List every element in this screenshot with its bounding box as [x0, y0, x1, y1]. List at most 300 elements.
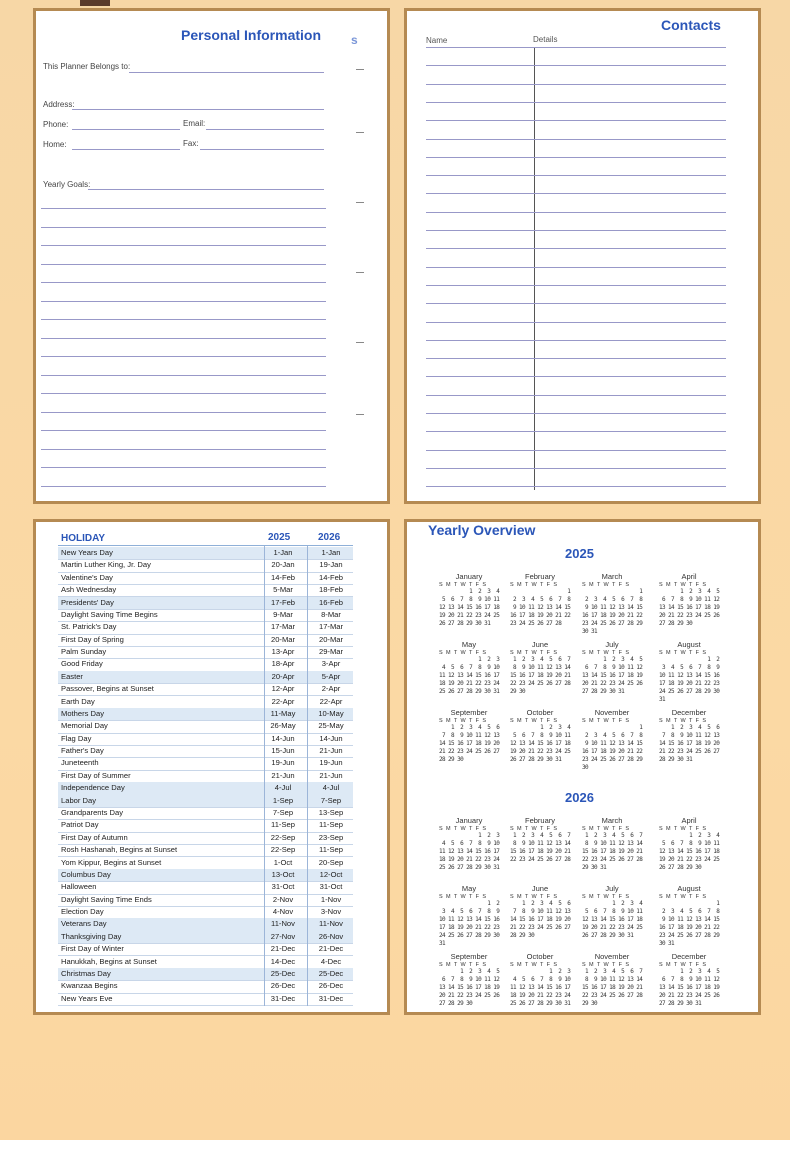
month-name: January	[455, 816, 483, 825]
weekday-header: SMTWTFS	[510, 826, 561, 832]
weekday-header: SMTWTFS	[659, 582, 710, 588]
holiday-date-2026: 13-Sep	[318, 807, 344, 817]
holiday-date-2026: 11-Sep	[319, 845, 343, 855]
holiday-row	[58, 547, 353, 560]
goal-line	[41, 356, 326, 357]
month-days: 1 2 3 4 5 6 7 8 9 10 11 12 13 14 15 16 17 18 19 20 21 22 23 24 25 26 27 28 29 30 31	[510, 968, 571, 1007]
holiday-row	[58, 857, 353, 870]
holiday-date-2025: 1-Oct	[273, 857, 293, 867]
weekday-header: SMTWTFS	[510, 962, 561, 968]
holiday-name: Independence Day	[61, 783, 125, 793]
month-name: June	[531, 640, 549, 649]
holiday-row	[58, 572, 353, 585]
holiday-name: Kwanzaa Begins	[61, 981, 118, 991]
holiday-row	[58, 844, 353, 857]
holiday-name: Halloween	[61, 882, 97, 892]
adjacent-page-fragment: s	[351, 33, 358, 47]
holiday-date-2025: 9-Mar	[273, 609, 293, 619]
holiday-name: Easter	[61, 671, 83, 681]
weekday-header: SMTWTFS	[582, 962, 633, 968]
tick-mark	[356, 414, 364, 415]
holiday-date-2025: 13-Oct	[271, 869, 295, 879]
holiday-date-2026: 1-Nov	[320, 894, 342, 904]
month-name: August	[677, 640, 701, 649]
holiday-date-2025: 4-Nov	[272, 907, 294, 917]
name-column-header: Name	[426, 36, 448, 45]
month-name: August	[677, 884, 701, 893]
weekday-header: SMTWTFS	[510, 650, 561, 656]
page-title: Personal Information	[181, 27, 322, 43]
holiday-name: Valentine's Day	[61, 572, 113, 582]
holiday-date-2026: 12-Oct	[319, 869, 343, 879]
month-days: 1 2 3 4 5 6 7 8 9 10 11 12 13 14 15 16 17 18 19 20 21 22 23 24 25 26 27 28 29 30 31	[659, 900, 720, 947]
holiday-name: Hanukkah, Begins at Sunset	[61, 956, 157, 966]
contact-line	[426, 395, 726, 396]
goal-line	[41, 375, 326, 376]
month-block	[659, 572, 729, 628]
holiday-row	[58, 634, 353, 647]
month-name: September	[450, 952, 488, 961]
holiday-date-2025: 1-Sep	[272, 795, 294, 805]
month-days: 1 2 3 4 5 6 7 8 9 10 11 12 13 14 15 16 17 18 19 20 21 22 23 24 25 26 27 28 29 30 31	[439, 900, 500, 947]
holiday-row	[58, 881, 353, 894]
holiday-date-2026: 14-Feb	[318, 572, 344, 582]
month-days: 1 2 3 4 5 6 7 8 9 10 11 12 13 14 15 16 17 18 19 20 21 22 23 24 25 26 27 28 29 30	[510, 656, 571, 695]
holiday-name: Patriot Day	[61, 820, 99, 830]
holiday-date-2026: 19-Jun	[319, 758, 343, 768]
weekday-header: SMTWTFS	[439, 582, 490, 588]
month-name: December	[671, 952, 707, 961]
holiday-date-2025: 14-Dec	[270, 956, 296, 966]
holiday-name: Memorial Day	[61, 721, 108, 731]
weekday-header: SMTWTFS	[510, 894, 561, 900]
holiday-date-2026: 11-Nov	[319, 919, 343, 929]
holiday-date-2026: 3-Nov	[320, 907, 342, 917]
weekday-header: SMTWTFS	[659, 826, 710, 832]
month-block	[582, 884, 652, 940]
month-name: November	[594, 708, 630, 717]
holiday-row	[58, 807, 353, 820]
holiday-date-2026: 18-Feb	[318, 585, 344, 595]
month-block	[510, 708, 580, 764]
holiday-date-2026: 14-Jun	[319, 733, 343, 743]
month-days: 1 2 3 4 5 6 7 8 9 10 11 12 13 14 15 16 17 18 19 20 21 22 23 24 25 26 27 28 29 30 31	[659, 724, 720, 763]
contact-line	[426, 139, 726, 140]
page-title: Yearly Overview	[428, 522, 536, 538]
month-block	[510, 572, 580, 628]
contact-line	[426, 193, 726, 194]
contact-line	[426, 431, 726, 432]
goal-line	[41, 449, 326, 450]
month-block	[439, 572, 509, 628]
month-block	[659, 816, 729, 872]
contact-line	[426, 102, 726, 103]
holiday-name: New Years Eve	[61, 993, 113, 1003]
holiday-date-2026: 21-Jun	[319, 746, 343, 756]
holiday-date-2026: 8-Mar	[321, 609, 341, 619]
contact-line	[426, 47, 726, 48]
month-days: 1 2 3 4 5 6 7 8 9 10 11 12 13 14 15 16 17 18 19 20 21 22 23 24 25 26 27 28 29 30 31	[659, 656, 720, 703]
holiday-name: New Years Day	[61, 548, 113, 557]
brand-logo	[80, 0, 110, 6]
holiday-name: First Day of Winter	[61, 944, 124, 954]
month-days: 1 2 3 4 5 6 7 8 9 10 11 12 13 14 15 16 17 18 19 20 21 22 23 24 25 26 27 28 29 30 31	[582, 656, 643, 695]
contact-line	[426, 468, 726, 469]
holiday-row	[58, 733, 353, 746]
holiday-date-2026: 21-Dec	[318, 944, 344, 954]
holiday-name: Veterans Day	[61, 919, 107, 929]
holiday-row	[58, 646, 353, 659]
goal-line	[41, 467, 326, 468]
holiday-name: Presidents' Day	[61, 597, 114, 607]
holiday-date-2026: 31-Dec	[318, 993, 344, 1003]
address-label: Address:	[43, 100, 75, 109]
month-days: 1 2 3 4 5 6 7 8 9 10 11 12 13 14 15 16 17 18 19 20 21 22 23 24 25 26 27 28 29 30 31	[659, 968, 720, 1007]
holiday-row	[58, 658, 353, 671]
weekday-header: SMTWTFS	[439, 894, 490, 900]
holiday-row	[58, 720, 353, 733]
holiday-date-2026: 26-Dec	[318, 981, 344, 991]
month-days: 1 2 3 4 5 6 7 8 9 10 11 12 13 14 15 16 17 18 19 20 21 22 23 24 25 26 27 28 29 30	[510, 900, 571, 939]
holiday-date-2025: 13-Apr	[271, 647, 295, 657]
goal-line	[41, 208, 326, 209]
holiday-name: Martin Luther King, Jr. Day	[61, 560, 151, 570]
month-name: February	[524, 816, 555, 825]
weekday-header: SMTWTFS	[510, 582, 561, 588]
holiday-date-2026: 31-Oct	[319, 882, 343, 892]
month-days: 1 2 3 4 5 6 7 8 9 10 11 12 13 14 15 16 17 18 19 20 21 22 23 24 25 26 27 28	[510, 832, 571, 863]
holiday-date-2026: 2-Apr	[321, 684, 341, 694]
month-block	[510, 816, 580, 864]
holiday-date-2026: 10-May	[318, 708, 344, 718]
holiday-date-2026: 17-Mar	[318, 622, 344, 632]
holiday-date-2025: 2-Nov	[272, 894, 294, 904]
weekday-header: SMTWTFS	[510, 718, 561, 724]
bottom-strip	[0, 1140, 790, 1173]
month-block	[659, 708, 729, 764]
tick-mark	[356, 132, 364, 133]
month-name: April	[681, 572, 697, 581]
holiday-row	[58, 609, 353, 622]
holiday-date-2026: 23-Sep	[318, 832, 344, 842]
holiday-date-2025: 5-Mar	[273, 585, 293, 595]
holiday-date-2025: 22-Apr	[271, 696, 295, 706]
holiday-name: Good Friday	[61, 659, 103, 669]
month-block	[439, 952, 509, 1008]
contact-line	[426, 322, 726, 323]
month-block	[659, 640, 729, 704]
tick-mark	[356, 69, 364, 70]
holiday-date-2025: 27-Nov	[270, 931, 296, 941]
month-name: July	[605, 884, 619, 893]
goal-line	[41, 393, 326, 394]
month-block	[582, 640, 652, 696]
goal-line	[41, 245, 326, 246]
holiday-name: Election Day	[61, 907, 104, 917]
holiday-date-2025: 26-May	[270, 721, 296, 731]
month-days: 1 2 3 4 5 6 7 8 9 10 11 12 13 14 15 16 17 18 19 20 21 22 23 24 25 26 27 28 29 30 31	[582, 588, 643, 635]
month-name: May	[461, 640, 477, 649]
holiday-row	[58, 906, 353, 919]
holiday-date-2026: 19-Jan	[319, 560, 343, 570]
month-name: September	[450, 708, 488, 717]
month-block	[582, 708, 652, 772]
holiday-date-2025: 4-Jul	[274, 783, 292, 793]
contact-line	[426, 303, 726, 304]
holiday-date-2025: 25-Dec	[270, 968, 296, 978]
holiday-name: Yom Kippur, Begins at Sunset	[61, 857, 162, 867]
contact-line	[426, 120, 726, 121]
month-days: 1 2 3 4 5 6 7 8 9 10 11 12 13 14 15 16 17 18 19 20 21 22 23 24 25 26 27 28 29 30	[439, 968, 500, 1007]
holiday-name: First Day of Autumn	[61, 832, 128, 842]
weekday-header: SMTWTFS	[582, 718, 633, 724]
month-days: 1 2 3 4 5 6 7 8 9 10 11 12 13 14 15 16 17 18 19 20 21 22 23 24 25 26 27 28 29 30	[582, 724, 643, 771]
yearly-overview-page	[404, 519, 761, 1015]
holiday-date-2025: 11-Nov	[271, 919, 295, 929]
holiday-date-2025: 1-Jan	[273, 548, 293, 557]
contact-line	[426, 376, 726, 377]
holiday-date-2025: 20-Apr	[271, 671, 295, 681]
email-label: Email:	[183, 119, 206, 128]
weekday-header: SMTWTFS	[659, 650, 710, 656]
holiday-date-2026: 20-Mar	[318, 634, 344, 644]
weekday-header: SMTWTFS	[582, 826, 633, 832]
holiday-name: Father's Day	[61, 746, 104, 756]
goals-label: Yearly Goals:	[43, 180, 91, 189]
goal-line	[41, 227, 326, 228]
holiday-date-2025: 22-Sep	[270, 832, 296, 842]
holiday-row	[58, 584, 353, 597]
goal-line	[41, 264, 326, 265]
month-block	[439, 816, 509, 872]
holiday-name: St. Patrick's Day	[61, 622, 117, 632]
month-block	[439, 640, 509, 696]
contact-line	[426, 175, 726, 176]
holiday-date-2025: 12-Apr	[271, 684, 295, 694]
holiday-date-2026: 1-Jan	[321, 548, 341, 557]
month-block	[510, 640, 580, 696]
contact-line	[426, 84, 726, 85]
contact-line	[426, 267, 726, 268]
holiday-name: Mothers Day	[61, 708, 105, 718]
holiday-name: Daylight Saving Time Begins	[61, 609, 158, 619]
month-days: 1 2 3 4 5 6 7 8 9 10 11 12 13 14 15 16 17 18 19 20 21 22 23 24 25 26 27 28 29 30 31	[439, 656, 500, 695]
holiday-date-2025: 20-Mar	[270, 634, 296, 644]
page-title: Contacts	[661, 17, 721, 33]
contact-line	[426, 413, 726, 414]
month-name: October	[526, 952, 554, 961]
holiday-name: Labor Day	[61, 795, 97, 805]
holiday-date-2025: 14-Feb	[270, 572, 296, 582]
contact-line	[426, 157, 726, 158]
holiday-date-2025: 15-Jun	[271, 746, 295, 756]
holiday-name: Juneteenth	[61, 758, 99, 768]
holiday-date-2025: 11-Sep	[271, 820, 295, 830]
holiday-row	[58, 819, 353, 832]
holiday-row	[58, 993, 353, 1006]
contacts-page	[404, 8, 761, 504]
phone-label: Phone:	[43, 120, 69, 129]
month-days: 1 2 3 4 5 6 7 8 9 10 11 12 13 14 15 16 17 18 19 20 21 22 23 24 25 26 27 28 29 30	[582, 968, 643, 1007]
belongs-label: This Planner Belongs to:	[43, 62, 131, 71]
month-block	[582, 816, 652, 872]
month-days: 1 2 3 4 5 6 7 8 9 10 11 12 13 14 15 16 17 18 19 20 21 22 23 24 25 26 27 28	[510, 588, 571, 627]
month-days: 1 2 3 4 5 6 7 8 9 10 11 12 13 14 15 16 17 18 19 20 21 22 23 24 25 26 27 28 29 30	[439, 724, 500, 763]
contact-line	[426, 248, 726, 249]
holiday-row	[58, 956, 353, 969]
holiday-row	[58, 597, 353, 610]
month-name: March	[601, 816, 623, 825]
holiday-date-2025: 7-Sep	[272, 807, 294, 817]
holiday-date-2025: 31-Dec	[270, 993, 296, 1003]
column-2025: 2025	[268, 532, 291, 543]
month-block	[582, 572, 652, 636]
month-days: 1 2 3 4 5 6 7 8 9 10 11 12 13 14 15 16 17 18 19 20 21 22 23 24 25 26 27 28 29 30 31	[439, 832, 500, 871]
holiday-row	[58, 671, 353, 684]
weekday-header: SMTWTFS	[659, 718, 710, 724]
holiday-row	[58, 980, 353, 993]
holiday-date-2026: 4-Dec	[320, 956, 342, 966]
weekday-header: SMTWTFS	[582, 582, 633, 588]
holiday-date-2025: 14-Jun	[271, 733, 295, 743]
holiday-row	[58, 696, 353, 709]
goal-line	[41, 338, 326, 339]
holiday-row	[58, 708, 353, 721]
contact-line	[426, 450, 726, 451]
goal-line	[41, 319, 326, 320]
month-name: March	[601, 572, 623, 581]
month-block	[659, 952, 729, 1008]
month-name: December	[671, 708, 707, 717]
contact-line	[426, 212, 726, 213]
goal-line	[41, 301, 326, 302]
goal-line	[41, 430, 326, 431]
holiday-row	[58, 968, 353, 981]
tick-mark	[356, 272, 364, 273]
holiday-row	[58, 757, 353, 770]
month-name: April	[681, 816, 697, 825]
year-label: 2026	[565, 790, 594, 805]
holiday-row	[58, 795, 353, 808]
holiday-date-2026: 11-Sep	[319, 820, 343, 830]
holiday-row	[58, 931, 353, 944]
month-days: 1 2 3 4 5 6 7 8 9 10 11 12 13 14 15 16 17 18 19 20 21 22 23 24 25 26 27 28 29 30	[659, 588, 720, 627]
contact-line	[426, 285, 726, 286]
month-name: January	[455, 572, 483, 581]
month-days: 1 2 3 4 5 6 7 8 9 10 11 12 13 14 15 16 17 18 19 20 21 22 23 24 25 26 27 28 29 30 31	[439, 588, 500, 627]
month-days: 1 2 3 4 5 6 7 8 9 10 11 12 13 14 15 16 17 18 19 20 21 22 23 24 25 26 27 28 29 30	[659, 832, 720, 871]
weekday-header: SMTWTFS	[439, 650, 490, 656]
holiday-date-2025: 31-Oct	[271, 882, 295, 892]
holiday-name: Christmas Day	[61, 968, 111, 978]
holiday-date-2025: 26-Dec	[270, 981, 296, 991]
month-name: October	[526, 708, 554, 717]
month-name: June	[531, 884, 549, 893]
weekday-header: SMTWTFS	[582, 894, 633, 900]
month-name: November	[594, 952, 630, 961]
holiday-name: First Day of Summer	[61, 770, 131, 780]
holiday-row	[58, 559, 353, 572]
holiday-date-2025: 21-Dec	[270, 944, 296, 954]
weekday-header: SMTWTFS	[439, 718, 490, 724]
goal-line	[41, 486, 326, 487]
tick-mark	[356, 342, 364, 343]
month-block	[439, 884, 509, 948]
holiday-row	[58, 770, 353, 783]
month-block	[439, 708, 509, 764]
personal-info-page	[33, 8, 390, 504]
weekday-header: SMTWTFS	[439, 826, 490, 832]
holiday-date-2025: 20-Jan	[271, 560, 295, 570]
contact-line	[426, 486, 726, 487]
holiday-date-2026: 7-Sep	[320, 795, 342, 805]
holiday-date-2026: 22-Apr	[319, 696, 343, 706]
holiday-date-2026: 29-Mar	[318, 647, 344, 657]
goal-line	[41, 282, 326, 283]
holiday-date-2025: 19-Jun	[271, 758, 295, 768]
contact-line	[426, 230, 726, 231]
holiday-date-2026: 3-Apr	[321, 659, 341, 669]
weekday-header: SMTWTFS	[582, 650, 633, 656]
tick-mark	[356, 202, 364, 203]
holiday-date-2025: 18-Apr	[271, 659, 295, 669]
holiday-name: Flag Day	[61, 733, 92, 743]
month-days: 1 2 3 4 5 6 7 8 9 10 11 12 13 14 15 16 17 18 19 20 21 22 23 24 25 26 27 28 29 30 31	[582, 900, 643, 939]
month-block	[582, 952, 652, 1008]
holiday-date-2026: 16-Feb	[318, 597, 344, 607]
holiday-row	[58, 782, 353, 795]
details-column-header: Details	[533, 35, 558, 44]
holiday-date-2025: 17-Mar	[270, 622, 296, 632]
holiday-row	[58, 894, 353, 907]
holiday-date-2026: 25-May	[318, 721, 344, 731]
holiday-row	[58, 683, 353, 696]
month-days: 1 2 3 4 5 6 7 8 9 10 11 12 13 14 15 16 17 18 19 20 21 22 23 24 25 26 27 28 29 30 31	[582, 832, 643, 871]
column-2026: 2026	[318, 532, 341, 543]
holiday-date-2025: 17-Feb	[270, 597, 296, 607]
holiday-name: Ash Wednesday	[61, 585, 117, 595]
holiday-name: Thanksgiving Day	[61, 931, 122, 941]
month-name: May	[461, 884, 477, 893]
fax-label: Fax:	[183, 139, 199, 148]
contact-line	[426, 340, 726, 341]
holiday-name: Earth Day	[61, 696, 95, 706]
holiday-date-2026: 5-Apr	[321, 671, 341, 681]
month-name: July	[605, 640, 619, 649]
contact-line	[426, 358, 726, 359]
month-block	[510, 952, 580, 1008]
holiday-row	[58, 943, 353, 956]
holiday-name: Daylight Saving Time Ends	[61, 894, 152, 904]
column-divider	[534, 47, 535, 490]
holiday-date-2026: 4-Jul	[322, 783, 340, 793]
holiday-row	[58, 745, 353, 758]
holiday-name: First Day of Spring	[61, 634, 124, 644]
month-name: February	[524, 572, 555, 581]
holiday-name: Grandparents Day	[61, 807, 124, 817]
goal-line	[41, 412, 326, 413]
year-label: 2025	[565, 546, 594, 561]
holiday-date-2026: 20-Sep	[318, 857, 344, 867]
holiday-row	[58, 832, 353, 845]
holiday-row	[58, 621, 353, 634]
holiday-name: Columbus Day	[61, 869, 111, 879]
contact-line	[426, 65, 726, 66]
month-block	[659, 884, 729, 948]
home-label: Home:	[43, 140, 67, 149]
weekday-header: SMTWTFS	[439, 962, 490, 968]
holiday-page	[33, 519, 390, 1015]
